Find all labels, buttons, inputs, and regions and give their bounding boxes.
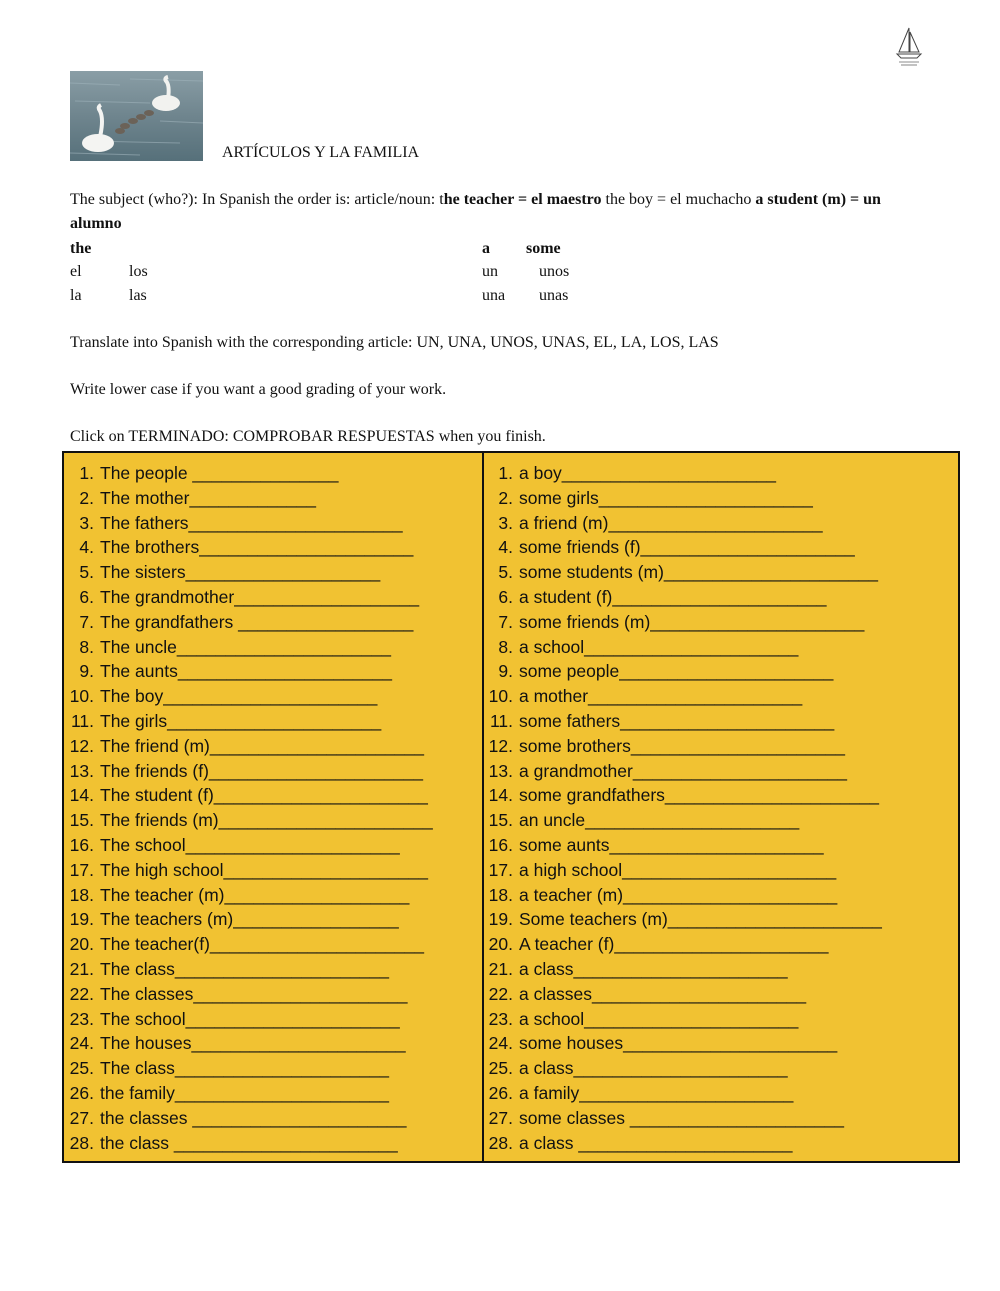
item-number: 9. xyxy=(79,661,94,682)
item-text[interactable]: The aunts______________________ xyxy=(100,661,392,682)
left-exercise-item[interactable] xyxy=(64,1106,407,1131)
item-number: 27. xyxy=(488,1107,513,1128)
item-number: 26. xyxy=(488,1083,513,1103)
item-number: 18. xyxy=(488,884,513,905)
item-number: 4. xyxy=(498,537,513,558)
right-exercise-item[interactable] xyxy=(483,1031,837,1056)
exercise-box xyxy=(62,451,960,1163)
left-exercise-item[interactable] xyxy=(64,932,424,957)
left-exercise-item[interactable] xyxy=(64,1007,400,1032)
item-text[interactable]: The boy______________________ xyxy=(100,686,378,707)
left-exercise-item[interactable] xyxy=(64,560,380,585)
item-text[interactable]: The high school_____________________ xyxy=(100,859,428,880)
item-number: 2. xyxy=(79,487,94,508)
right-exercise-item[interactable] xyxy=(483,1081,793,1106)
item-text[interactable]: a grandmother______________________ xyxy=(519,760,847,781)
item-number: 8. xyxy=(498,636,513,657)
item-number: 19. xyxy=(488,909,513,930)
item-text[interactable]: Some teachers (m)______________________ xyxy=(519,909,882,930)
item-text[interactable]: The brothers______________________ xyxy=(100,537,414,558)
item-number: 5. xyxy=(498,562,513,583)
left-exercise-item[interactable] xyxy=(64,511,403,536)
item-number: 26. xyxy=(69,1083,94,1103)
item-number: 15. xyxy=(69,810,94,831)
left-exercise-item[interactable] xyxy=(64,585,419,610)
right-exercise-item[interactable] xyxy=(483,1131,792,1156)
intro-paragraph: The subject (who?): In Spanish the order is: article/noun: the teacher = el maestro the boy = el muchacho a student (m) = un alumno xyxy=(70,191,881,232)
item-number: 1. xyxy=(79,463,94,483)
left-exercise-item[interactable] xyxy=(64,486,316,511)
left-exercise-item[interactable] xyxy=(64,535,413,560)
item-number: 23. xyxy=(69,1008,94,1029)
item-text[interactable]: a classes______________________ xyxy=(519,983,807,1004)
right-exercise-item[interactable] xyxy=(483,535,855,560)
item-text[interactable]: The fathers______________________ xyxy=(100,512,403,533)
item-text[interactable]: a student (f)______________________ xyxy=(519,587,827,607)
right-exercise-item[interactable] xyxy=(483,486,813,511)
item-text[interactable]: The mother_____________ xyxy=(100,487,317,508)
item-text[interactable]: a boy______________________ xyxy=(519,463,776,483)
item-text[interactable]: a class______________________ xyxy=(519,959,788,979)
header-the: the xyxy=(70,240,92,257)
item-text[interactable]: a mother______________________ xyxy=(519,686,803,707)
left-exercise-item[interactable] xyxy=(64,759,423,784)
left-exercise-item[interactable] xyxy=(64,957,389,982)
item-text[interactable]: The friends (f)______________________ xyxy=(100,760,424,781)
item-text[interactable]: some people______________________ xyxy=(519,661,834,682)
swan-photo xyxy=(70,71,203,161)
left-exercise-item[interactable] xyxy=(64,907,399,932)
item-text[interactable]: The student (f)______________________ xyxy=(100,785,428,806)
item-text[interactable]: The friends (m)______________________ xyxy=(100,810,433,831)
item-number: 27. xyxy=(69,1107,94,1128)
item-text[interactable]: The people _______________ xyxy=(100,463,339,483)
left-exercise-item[interactable] xyxy=(64,461,338,486)
item-number: 9. xyxy=(498,661,513,682)
item-number: 18. xyxy=(69,884,94,905)
item-number: 8. xyxy=(79,636,94,657)
item-number: 28. xyxy=(488,1132,513,1153)
item-text[interactable]: a class______________________ xyxy=(519,1058,788,1079)
instruction-translate: Translate into Spanish with the corresponding article: UN, UNA, UNOS, UNAS, EL, LA, LOS, LAS xyxy=(70,334,719,351)
right-exercise-item[interactable] xyxy=(483,932,828,957)
right-exercise-item[interactable] xyxy=(483,461,776,486)
left-exercise-item[interactable] xyxy=(64,734,424,759)
article-un: un xyxy=(482,263,498,280)
item-text[interactable]: The houses______________________ xyxy=(100,1033,406,1054)
header-some: some xyxy=(526,240,561,257)
item-text[interactable]: A teacher (f)______________________ xyxy=(519,934,829,955)
item-text[interactable]: some aunts______________________ xyxy=(519,835,824,855)
item-text[interactable]: some grandfathers______________________ xyxy=(519,785,880,806)
item-text[interactable]: The teacher (m)___________________ xyxy=(100,884,410,905)
item-number: 2. xyxy=(498,487,513,508)
item-number: 17. xyxy=(69,859,94,880)
item-text[interactable]: some brothers______________________ xyxy=(519,735,845,756)
right-exercise-item[interactable] xyxy=(483,957,788,982)
item-text[interactable]: The sisters____________________ xyxy=(100,562,381,583)
right-exercise-item[interactable] xyxy=(483,982,806,1007)
article-una: una xyxy=(482,287,506,304)
item-number: 24. xyxy=(488,1033,513,1054)
header-a: a xyxy=(482,240,490,257)
left-exercise-item[interactable] xyxy=(64,883,409,908)
article-unos: unos xyxy=(539,263,570,280)
item-text[interactable]: The grandmother___________________ xyxy=(100,587,420,607)
right-exercise-item[interactable] xyxy=(483,833,824,858)
item-text[interactable]: an uncle______________________ xyxy=(519,810,800,831)
item-text[interactable]: some friends (m)______________________ xyxy=(519,611,865,632)
item-text[interactable]: The girls______________________ xyxy=(100,711,382,731)
item-number: 10. xyxy=(69,686,94,707)
right-exercise-item[interactable] xyxy=(483,635,798,660)
article-la: la xyxy=(70,287,82,304)
item-number: 25. xyxy=(488,1058,513,1079)
item-text[interactable]: a high school______________________ xyxy=(519,859,837,880)
left-exercise-item[interactable] xyxy=(64,982,408,1007)
right-exercise-item[interactable] xyxy=(483,858,836,883)
item-text[interactable]: the class _______________________ xyxy=(100,1132,398,1153)
item-number: 20. xyxy=(69,934,94,955)
left-exercise-item[interactable] xyxy=(64,709,381,734)
right-exercise-item[interactable] xyxy=(483,907,882,932)
item-text[interactable]: The school______________________ xyxy=(100,835,400,855)
left-exercise-item[interactable] xyxy=(64,783,428,808)
item-number: 14. xyxy=(69,785,94,806)
item-text[interactable]: a friend (m)______________________ xyxy=(519,512,823,533)
item-number: 13. xyxy=(69,760,94,781)
item-text[interactable]: The grandfathers __________________ xyxy=(100,611,414,632)
item-number: 7. xyxy=(498,611,513,632)
item-text[interactable]: some friends (f)______________________ xyxy=(519,537,855,558)
right-exercise-item[interactable] xyxy=(483,808,799,833)
item-number: 5. xyxy=(79,562,94,583)
page-title: ARTÍCULOS Y LA FAMILIA xyxy=(222,144,420,161)
right-exercise-item[interactable] xyxy=(483,1056,788,1081)
right-exercise-item[interactable] xyxy=(483,659,833,684)
article-las: las xyxy=(129,287,147,304)
item-text[interactable]: The teachers (m)_________________ xyxy=(100,909,399,930)
item-number: 12. xyxy=(69,735,94,756)
item-number: 4. xyxy=(79,537,94,558)
left-exercise-item[interactable] xyxy=(64,1056,389,1081)
item-number: 16. xyxy=(488,835,513,855)
right-exercise-item[interactable] xyxy=(483,585,827,610)
item-number: 21. xyxy=(488,959,513,979)
item-number: 6. xyxy=(498,587,513,607)
left-exercise-item[interactable] xyxy=(64,1031,406,1056)
right-exercise-item[interactable] xyxy=(483,783,879,808)
left-exercise-item[interactable] xyxy=(64,684,377,709)
instruction-finish: Click on TERMINADO: COMPROBAR RESPUESTAS when you finish. xyxy=(70,428,546,445)
left-exercise-item[interactable] xyxy=(64,635,391,660)
item-text[interactable]: a family______________________ xyxy=(519,1083,794,1103)
item-text[interactable]: The uncle______________________ xyxy=(100,636,391,657)
item-text[interactable]: The teacher(f)______________________ xyxy=(100,934,425,955)
right-exercise-item[interactable] xyxy=(483,684,802,709)
item-text[interactable]: a teacher (m)______________________ xyxy=(519,884,838,905)
item-text[interactable]: some houses______________________ xyxy=(519,1033,838,1054)
item-number: 23. xyxy=(488,1008,513,1029)
article-los: los xyxy=(129,263,148,280)
item-text[interactable]: the classes ______________________ xyxy=(100,1107,407,1128)
article-el: el xyxy=(70,263,82,280)
item-text[interactable]: a school______________________ xyxy=(519,1008,799,1029)
item-text[interactable]: The class______________________ xyxy=(100,959,390,979)
item-number: 12. xyxy=(488,735,513,756)
item-text[interactable]: some fathers______________________ xyxy=(519,711,835,731)
item-text[interactable]: the family______________________ xyxy=(100,1083,390,1103)
item-number: 7. xyxy=(79,611,94,632)
right-exercise-item[interactable] xyxy=(483,883,837,908)
item-number: 11. xyxy=(70,711,94,731)
left-exercise-item[interactable] xyxy=(64,858,428,883)
item-number: 24. xyxy=(69,1033,94,1054)
item-number: 10. xyxy=(488,686,513,707)
item-text[interactable]: some girls______________________ xyxy=(519,487,813,508)
item-number: 20. xyxy=(488,934,513,955)
right-exercise-item[interactable] xyxy=(483,1007,798,1032)
left-exercise-item[interactable] xyxy=(64,610,413,635)
item-text[interactable]: The friend (m)______________________ xyxy=(100,735,425,756)
right-exercise-item[interactable] xyxy=(483,734,845,759)
right-exercise-item[interactable] xyxy=(483,610,864,635)
item-text[interactable]: The class______________________ xyxy=(100,1058,390,1079)
item-text[interactable]: a school______________________ xyxy=(519,636,799,657)
item-number: 22. xyxy=(69,983,94,1004)
item-number: 14. xyxy=(488,785,513,806)
item-number: 19. xyxy=(69,909,94,930)
left-exercise-item[interactable] xyxy=(64,1081,389,1106)
item-number: 28. xyxy=(69,1132,94,1153)
right-exercise-item[interactable] xyxy=(483,759,847,784)
item-number: 15. xyxy=(488,810,513,831)
item-number: 1. xyxy=(498,463,513,483)
left-exercise-item[interactable] xyxy=(64,659,392,684)
right-exercise-item[interactable] xyxy=(483,511,823,536)
item-text[interactable]: some students (m)______________________ xyxy=(519,562,879,583)
item-text[interactable]: some classes ______________________ xyxy=(519,1107,844,1128)
right-exercise-item[interactable] xyxy=(483,709,834,734)
item-number: 6. xyxy=(79,587,94,607)
item-text[interactable]: The school______________________ xyxy=(100,1008,400,1029)
item-number: 21. xyxy=(69,959,94,979)
left-exercise-item[interactable] xyxy=(64,833,400,858)
item-number: 22. xyxy=(488,983,513,1004)
article-unas: unas xyxy=(539,287,569,304)
left-exercise-item[interactable] xyxy=(64,808,433,833)
right-exercise-item[interactable] xyxy=(483,560,878,585)
item-text[interactable]: a class ______________________ xyxy=(519,1132,793,1153)
instruction-lowercase: Write lower case if you want a good grading of your work. xyxy=(70,381,447,398)
sailboat-logo-icon xyxy=(893,24,925,68)
item-number: 16. xyxy=(69,835,94,855)
item-number: 11. xyxy=(489,711,513,731)
item-number: 3. xyxy=(79,512,94,533)
item-number: 25. xyxy=(69,1058,94,1079)
item-text[interactable]: The classes______________________ xyxy=(100,983,408,1004)
item-number: 3. xyxy=(498,512,513,533)
item-number: 13. xyxy=(488,760,513,781)
item-number: 17. xyxy=(488,859,513,880)
left-exercise-item[interactable] xyxy=(64,1131,398,1156)
right-exercise-item[interactable] xyxy=(483,1106,844,1131)
